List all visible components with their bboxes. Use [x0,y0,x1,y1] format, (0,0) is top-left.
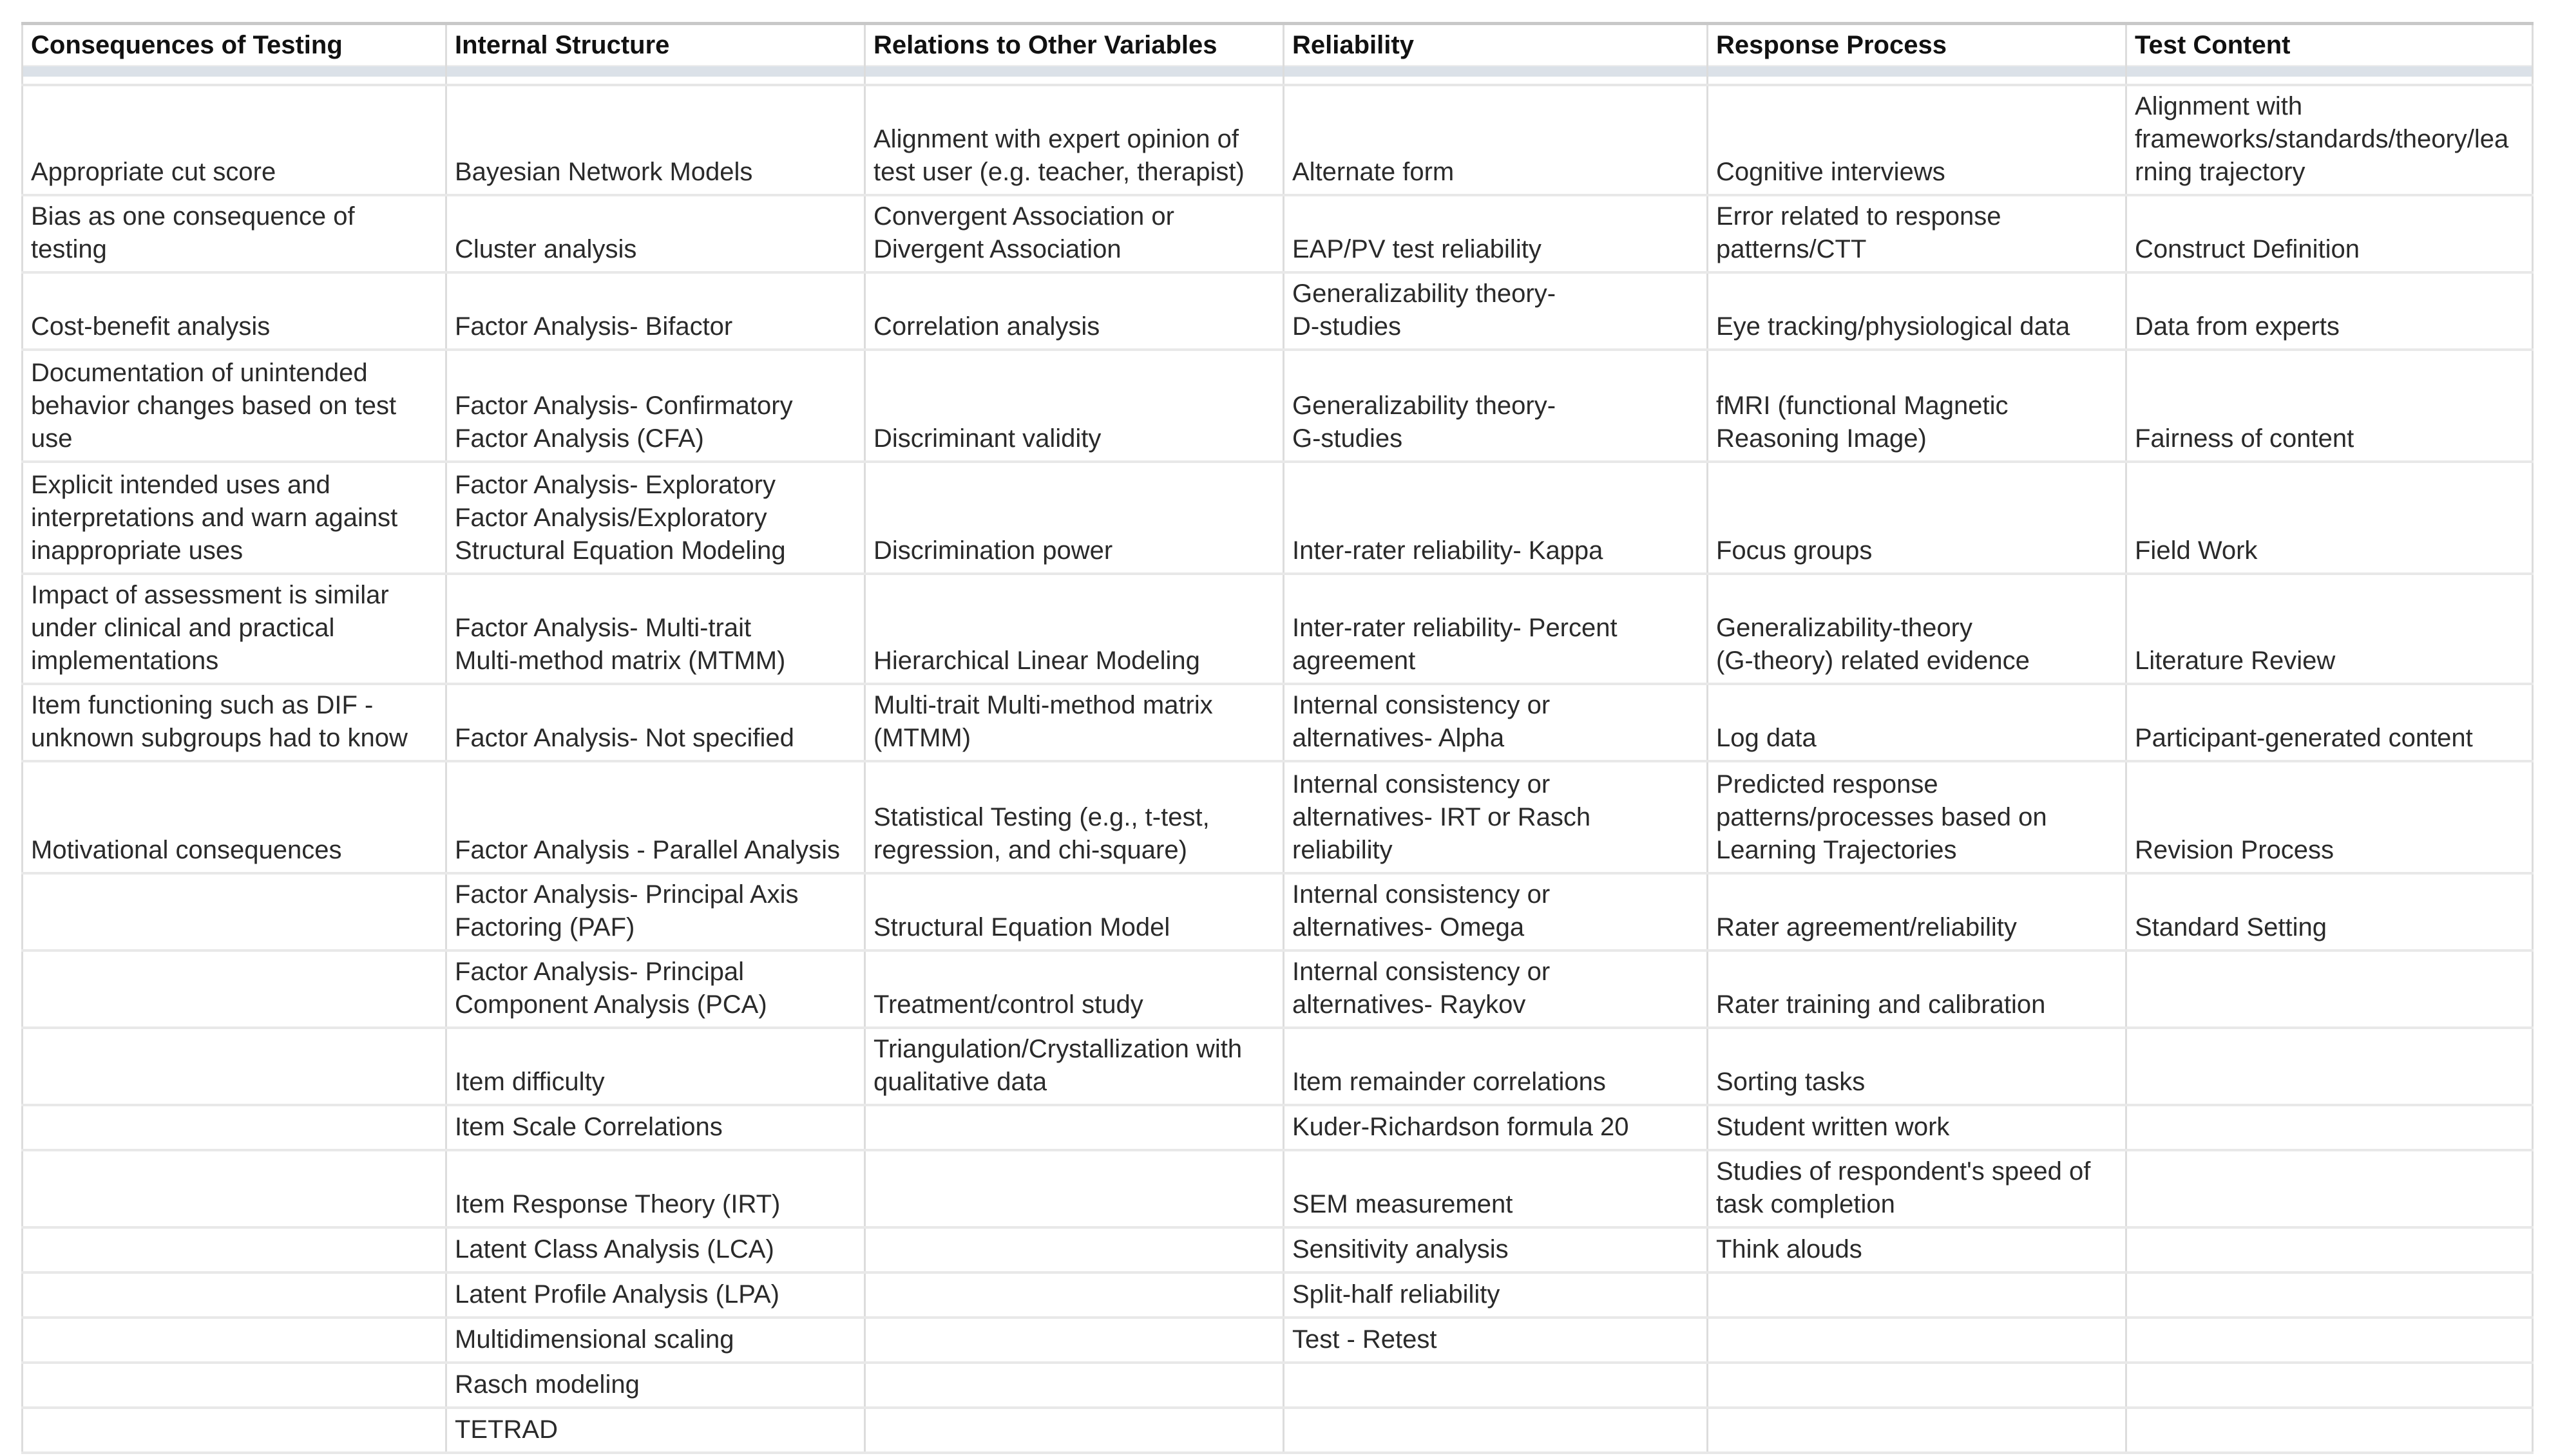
cell-internal-structure[interactable]: Factor Analysis- Not specified [446,684,865,761]
spacer-cell [446,77,865,85]
header-test-content[interactable]: Test Content [2126,24,2533,66]
cell-relations[interactable] [865,1272,1284,1318]
cell-relations[interactable] [865,1408,1284,1453]
cell-response-process[interactable] [1708,1272,2126,1318]
cell-consequences[interactable] [23,1408,446,1453]
cell-reliability[interactable]: SEM measurement [1284,1150,1708,1227]
cell-internal-structure[interactable]: Factor Analysis- Principal Component Analysis (PCA) [446,950,865,1028]
cell-test-content[interactable] [2126,1227,2533,1272]
cell-internal-structure[interactable]: Latent Class Analysis (LCA) [446,1227,865,1272]
cell-relations[interactable]: Alignment with expert opinion of test user (e.g. teacher, therapist) [865,85,1284,195]
cell-internal-structure[interactable]: Multidimensional scaling [446,1318,865,1363]
cell-reliability[interactable]: Inter-rater reliability- Kappa [1284,462,1708,574]
cell-consequences[interactable] [23,1150,446,1227]
cell-consequences[interactable] [23,1363,446,1408]
cell-consequences[interactable]: Item functioning such as DIF - unknown subgroups had to know [23,684,446,761]
header-row [23,24,2533,66]
cell-internal-structure[interactable]: Latent Profile Analysis (LPA) [446,1272,865,1318]
cell-reliability[interactable]: Generalizability theory- D-studies [1284,272,1708,350]
cell-response-process[interactable]: Rater agreement/reliability [1708,873,2126,950]
validity-evidence-table [21,22,2534,1454]
cell-test-content[interactable]: Revision Process [2126,761,2533,873]
header-relations-to-other-variables[interactable]: Relations to Other Variables [865,24,1284,66]
cell-reliability[interactable] [1284,1363,1708,1408]
spacer-cell [1708,77,2126,85]
cell-test-content[interactable]: Construct Definition [2126,195,2533,272]
cell-reliability[interactable]: Internal consistency or alternatives- IRT or Rasch reliability [1284,761,1708,873]
cell-response-process[interactable]: Error related to response patterns/CTT [1708,195,2126,272]
cell-test-content[interactable]: Standard Setting [2126,873,2533,950]
cell-test-content[interactable] [2126,1028,2533,1105]
cell-reliability[interactable]: Split-half reliability [1284,1272,1708,1318]
table-row [23,1028,2533,1105]
cell-relations[interactable]: Discrimination power [865,462,1284,574]
cell-internal-structure[interactable]: Factor Analysis- Exploratory Factor Analysis/Exploratory Structural Equation Modeling [446,462,865,574]
table-row [23,195,2533,272]
table-row [23,462,2533,574]
cell-reliability[interactable]: Internal consistency or alternatives- Alpha [1284,684,1708,761]
header-reliability[interactable]: Reliability [1284,24,1708,66]
table-row [23,85,2533,195]
cell-relations[interactable]: Discriminant validity [865,350,1284,462]
cell-test-content[interactable] [2126,1363,2533,1408]
cell-reliability[interactable]: Alternate form [1284,85,1708,195]
header-consequences-of-testing[interactable]: Consequences of Testing [23,24,446,66]
cell-test-content[interactable] [2126,1150,2533,1227]
cell-response-process[interactable]: Studies of respondent's speed of task completion [1708,1150,2126,1227]
cell-internal-structure[interactable]: Factor Analysis- Confirmatory Factor Analysis (CFA) [446,350,865,462]
cell-response-process[interactable]: fMRI (functional Magnetic Reasoning Image) [1708,350,2126,462]
cell-consequences[interactable]: Bias as one consequence of testing [23,195,446,272]
cell-relations[interactable]: Treatment/control study [865,950,1284,1028]
table-row [23,684,2533,761]
cell-consequences[interactable]: Explicit intended uses and interpretations and warn against inappropriate uses [23,462,446,574]
cell-internal-structure[interactable]: Bayesian Network Models [446,85,865,195]
cell-consequences[interactable]: Impact of assessment is similar under clinical and practical implementations [23,574,446,684]
cell-consequences[interactable]: Motivational consequences [23,761,446,873]
divider-cell [23,66,446,77]
cell-relations[interactable]: Multi-trait Multi-method matrix (MTMM) [865,684,1284,761]
cell-response-process[interactable] [1708,1408,2126,1453]
divider-cell [1284,66,1708,77]
cell-consequences[interactable] [23,1318,446,1363]
cell-internal-structure[interactable]: Item Scale Correlations [446,1105,865,1150]
cell-internal-structure[interactable]: Factor Analysis- Bifactor [446,272,865,350]
cell-test-content[interactable]: Data from experts [2126,272,2533,350]
cell-test-content[interactable]: Participant-generated content [2126,684,2533,761]
cell-test-content[interactable]: Field Work [2126,462,2533,574]
cell-internal-structure[interactable]: Item difficulty [446,1028,865,1105]
cell-test-content[interactable]: Alignment with frameworks/standards/theory/lea rning trajectory [2126,85,2533,195]
cell-response-process[interactable]: Student written work [1708,1105,2126,1150]
spacer-cell [23,77,446,85]
cell-test-content[interactable]: Fairness of content [2126,350,2533,462]
spacer-row [23,77,2533,85]
table-row [23,950,2533,1028]
cell-consequences[interactable]: Appropriate cut score [23,85,446,195]
table-row [23,1105,2533,1150]
cell-internal-structure[interactable]: TETRAD [446,1408,865,1453]
cell-response-process[interactable]: Predicted response patterns/processes based on Learning Trajectories [1708,761,2126,873]
cell-relations[interactable]: Statistical Testing (e.g., t-test, regression, and chi-square) [865,761,1284,873]
cell-reliability[interactable]: EAP/PV test reliability [1284,195,1708,272]
cell-response-process[interactable]: Log data [1708,684,2126,761]
cell-consequences[interactable] [23,1028,446,1105]
cell-consequences[interactable] [23,1227,446,1272]
table-row [23,1150,2533,1227]
table-row [23,873,2533,950]
cell-internal-structure[interactable]: Factor Analysis - Parallel Analysis [446,761,865,873]
cell-response-process[interactable] [1708,1363,2126,1408]
table-row [23,350,2533,462]
table-row [23,1408,2533,1453]
table-row [23,1272,2533,1318]
cell-response-process[interactable]: Think alouds [1708,1227,2126,1272]
cell-response-process[interactable]: Generalizability-theory (G-theory) related evidence [1708,574,2126,684]
cell-consequences[interactable]: Documentation of unintended behavior changes based on test use [23,350,446,462]
table-row [23,761,2533,873]
cell-test-content[interactable] [2126,1408,2533,1453]
cell-relations[interactable] [865,1227,1284,1272]
header-response-process[interactable]: Response Process [1708,24,2126,66]
cell-reliability[interactable]: Generalizability theory- G-studies [1284,350,1708,462]
cell-response-process[interactable]: Sorting tasks [1708,1028,2126,1105]
cell-reliability[interactable]: Inter-rater reliability- Percent agreement [1284,574,1708,684]
cell-response-process[interactable] [1708,1318,2126,1363]
cell-relations[interactable]: Triangulation/Crystallization with qualitative data [865,1028,1284,1105]
cell-consequences[interactable] [23,950,446,1028]
spreadsheet [21,22,2532,1454]
table-body [23,85,2533,1453]
cell-test-content[interactable] [2126,1105,2533,1150]
cell-consequences[interactable] [23,873,446,950]
table-row [23,1363,2533,1408]
cell-reliability[interactable]: Internal consistency or alternatives- Omega [1284,873,1708,950]
cell-relations[interactable] [865,1363,1284,1408]
cell-response-process[interactable]: Rater training and calibration [1708,950,2126,1028]
header-internal-structure[interactable]: Internal Structure [446,24,865,66]
cell-internal-structure[interactable]: Cluster analysis [446,195,865,272]
cell-relations[interactable]: Hierarchical Linear Modeling [865,574,1284,684]
cell-internal-structure[interactable]: Factor Analysis- Principal Axis Factoring (PAF) [446,873,865,950]
cell-internal-structure[interactable]: Rasch modeling [446,1363,865,1408]
divider-cell [2126,66,2533,77]
cell-reliability[interactable]: Sensitivity analysis [1284,1227,1708,1272]
spacer-cell [865,77,1284,85]
cell-consequences[interactable]: Cost-benefit analysis [23,272,446,350]
divider-cell [446,66,865,77]
cell-reliability[interactable] [1284,1408,1708,1453]
cell-internal-structure[interactable]: Factor Analysis- Multi-trait Multi-method matrix (MTMM) [446,574,865,684]
cell-test-content[interactable] [2126,950,2533,1028]
table-row [23,1318,2533,1363]
cell-consequences[interactable] [23,1272,446,1318]
cell-reliability[interactable]: Kuder-Richardson formula 20 [1284,1105,1708,1150]
divider-cell [865,66,1284,77]
cell-relations[interactable]: Correlation analysis [865,272,1284,350]
cell-response-process[interactable]: Focus groups [1708,462,2126,574]
cell-test-content[interactable] [2126,1318,2533,1363]
table-row [23,272,2533,350]
cell-relations[interactable] [865,1105,1284,1150]
cell-reliability[interactable]: Test - Retest [1284,1318,1708,1363]
cell-test-content[interactable] [2126,1272,2533,1318]
cell-relations[interactable]: Structural Equation Model [865,873,1284,950]
table-row [23,574,2533,684]
cell-internal-structure[interactable]: Item Response Theory (IRT) [446,1150,865,1227]
cell-response-process[interactable]: Eye tracking/physiological data [1708,272,2126,350]
cell-test-content[interactable]: Literature Review [2126,574,2533,684]
table-row [23,1227,2533,1272]
frozen-row-divider [23,66,2533,77]
cell-consequences[interactable] [23,1105,446,1150]
cell-reliability[interactable]: Item remainder correlations [1284,1028,1708,1105]
cell-relations[interactable]: Convergent Association or Divergent Association [865,195,1284,272]
cell-reliability[interactable]: Internal consistency or alternatives- Raykov [1284,950,1708,1028]
divider-cell [1708,66,2126,77]
spacer-cell [2126,77,2533,85]
cell-relations[interactable] [865,1318,1284,1363]
cell-response-process[interactable]: Cognitive interviews [1708,85,2126,195]
spacer-cell [1284,77,1708,85]
cell-relations[interactable] [865,1150,1284,1227]
